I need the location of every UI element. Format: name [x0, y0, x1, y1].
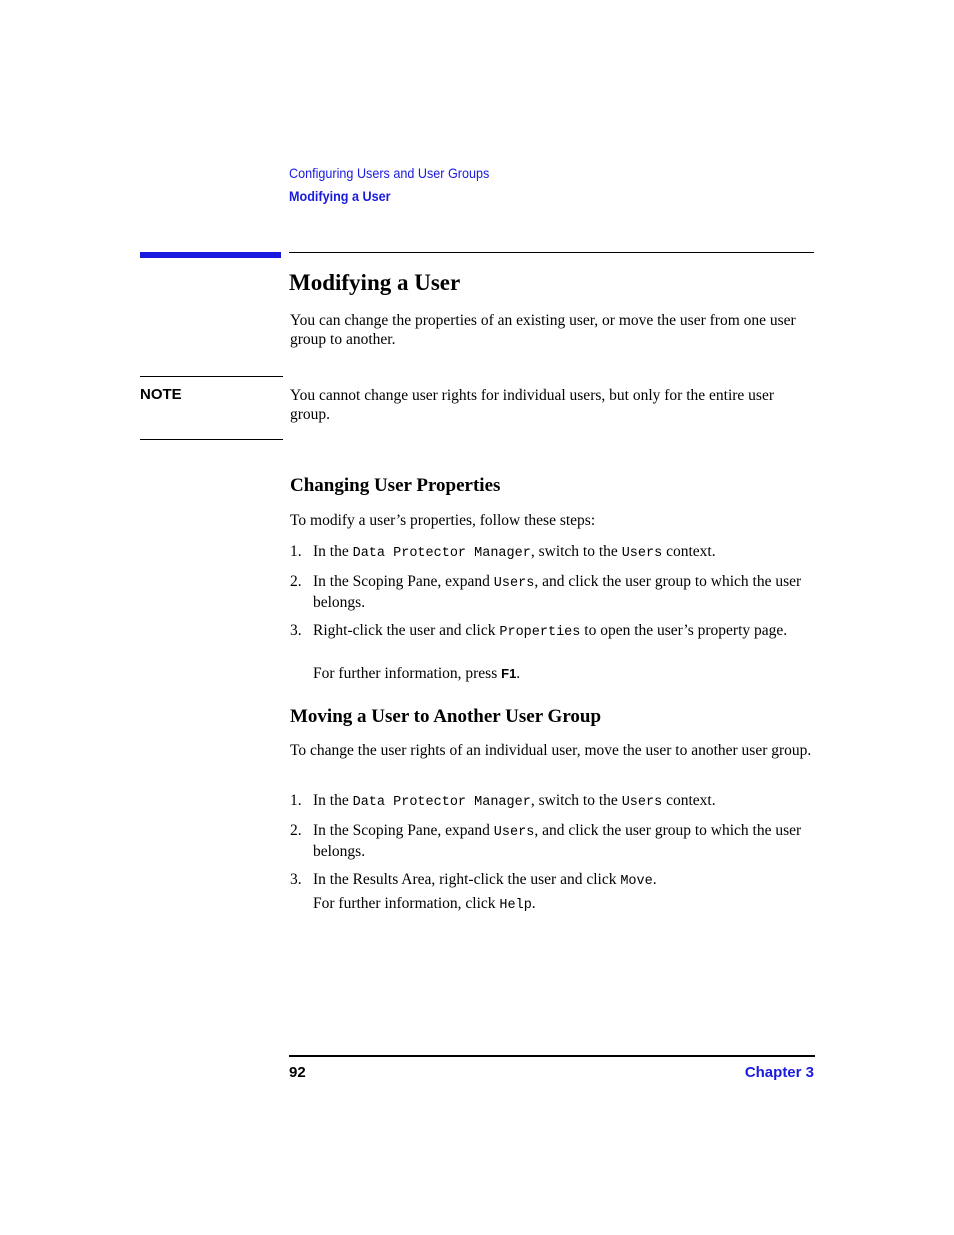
note-label: NOTE: [140, 386, 182, 403]
step-text: context.: [662, 792, 716, 809]
further-info-text: .: [516, 665, 521, 682]
step-text: .: [652, 871, 657, 888]
step-number: 3.: [290, 622, 302, 639]
moving-user-intro: To change the user rights of an individual user, move the user to another user group.: [290, 742, 812, 759]
code-users: Users: [493, 825, 535, 840]
list-item: [290, 791, 815, 812]
section-intro: You can change the properties of an existing user, or move the user from one user group to another.: [290, 312, 796, 348]
moving-user-steps: [290, 791, 815, 900]
subheading-changing-properties: Changing User Properties: [290, 475, 501, 496]
step-text: , and click the user group to which the user belongs.: [313, 822, 802, 860]
step-text: In the Scoping Pane, expand: [313, 573, 494, 590]
list-item: [290, 542, 815, 563]
step-number: 1.: [290, 543, 302, 560]
changing-properties-steps: [290, 542, 815, 651]
further-info-text: For further information, click: [313, 895, 500, 912]
code-users: Users: [621, 795, 663, 810]
page-title: Modifying a User: [289, 270, 461, 295]
step-text: Right-click the user and click: [313, 622, 500, 639]
code-users: Users: [493, 576, 535, 591]
list-item: [290, 572, 815, 612]
running-header-chapter: Configuring Users and User Groups: [289, 165, 490, 181]
section-accent-bar: [140, 252, 281, 258]
step-text: , switch to the: [530, 543, 622, 560]
footer-rule: [289, 1055, 815, 1057]
section-rule: [289, 252, 814, 253]
code-properties: Properties: [499, 625, 581, 640]
note-top-rule: [140, 376, 283, 377]
code-move: Move: [620, 874, 653, 889]
code-users: Users: [621, 546, 663, 561]
step-number: 2.: [290, 573, 302, 590]
further-info-text: .: [531, 895, 536, 912]
step-number: 2.: [290, 822, 302, 839]
step-text: , and click the user group to which the user belongs.: [313, 573, 802, 611]
step-text: In the Scoping Pane, expand: [313, 822, 494, 839]
changing-properties-further-info: [313, 664, 520, 683]
footer-chapter: Chapter 3: [744, 1064, 814, 1081]
note-text: You cannot change user rights for individual users, but only for the entire user group.: [290, 387, 774, 423]
subheading-moving-user: Moving a User to Another User Group: [290, 706, 602, 727]
further-info-text: For further information, press: [313, 665, 502, 682]
step-text: In the: [313, 792, 353, 809]
moving-user-further-info: [313, 894, 536, 915]
list-item: [290, 821, 815, 861]
changing-properties-intro: To modify a user’s properties, follow these steps:: [290, 512, 596, 529]
page-number: 92: [289, 1064, 306, 1081]
step-number: 3.: [290, 871, 302, 888]
step-text: to open the user’s property page.: [580, 622, 788, 639]
list-item: [290, 870, 815, 891]
step-number: 1.: [290, 792, 302, 809]
note-bottom-rule: [140, 439, 283, 440]
code-data-protector-manager: Data Protector Manager: [352, 546, 531, 561]
step-text: , switch to the: [530, 792, 622, 809]
step-text: context.: [662, 543, 716, 560]
code-help: Help: [499, 898, 532, 913]
step-text: In the: [313, 543, 353, 560]
list-item: [290, 621, 815, 642]
step-text: In the Results Area, right-click the user and click: [313, 871, 621, 888]
running-header-section: Modifying a User: [289, 188, 391, 204]
key-f1: F1: [501, 666, 517, 681]
code-data-protector-manager: Data Protector Manager: [352, 795, 531, 810]
